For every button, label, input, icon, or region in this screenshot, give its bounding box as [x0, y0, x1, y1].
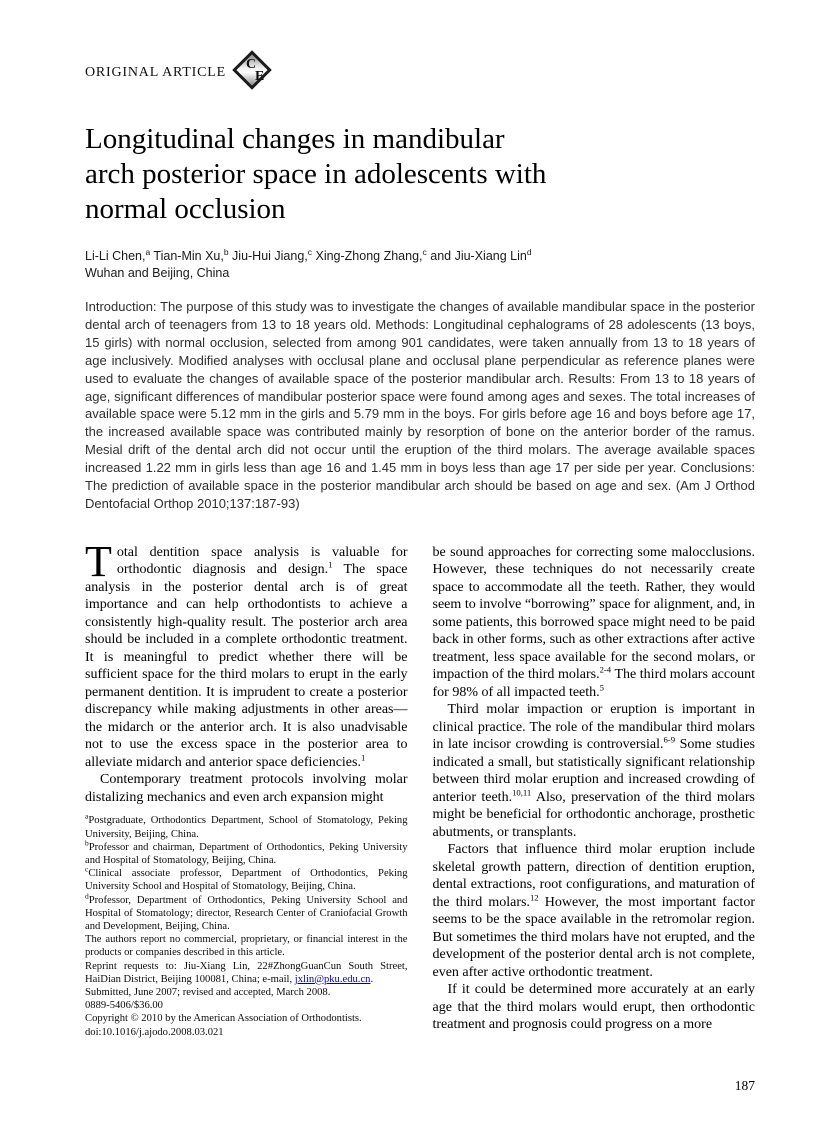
- footnote-affiliation-b: $^b$Professor and chairman, Department of Orthodontics, Peking University and Hospital of Stomatology, Beijing, China.: [85, 838, 408, 866]
- footnote-affiliation-a: $^a$Postgraduate, Orthodontics Department, School of Stomatology, Peking University, Beijing, China.: [85, 811, 408, 840]
- paragraph: Contemporary treatment protocols involving molar distalizing mechanics and even arch expansion might: [85, 772, 408, 805]
- page-number: 187: [734, 1078, 755, 1093]
- title-line-2: arch posterior space in adolescents with: [85, 158, 547, 190]
- dropcap-letter: T: [85, 536, 112, 586]
- footnote-issn-price: 0889-5406/$36.00: [85, 1000, 163, 1012]
- footnote-copyright: Copyright © 2010 by the American Association of Orthodontists.: [85, 1013, 362, 1025]
- paragraph: Third molar impaction or eruption is important in clinical practice. The role of the mandibular third molars in late incisor crowding is controversial.$^{6-9}$ Some studies indicated a small, but statistically significant relationship between third molar eruption and increased crowding of anterior teeth.$^{10,11}$ Also, preservation of the third molars might be beneficial for orthodontic anchorage, prosthetic abutments, or transplants.: [432, 702, 755, 840]
- left-column: [85, 536, 408, 1039]
- ce-logo: [232, 50, 278, 96]
- section-label: ORIGINAL ARTICLE: [85, 65, 226, 80]
- footnote-disclosure: The authors report no commercial, proprietary, or financial interest in the products or companies described in this article.: [85, 934, 408, 959]
- paragraph-intro-text: otal dentition space analysis is valuable for orthodontic diagnosis and design.$^1$ The space analysis in the posterior dental arch is of great importance and can help orthodontists to achieve a consistently high-quality result. The posterior arch area should be included in a complete orthodontic treatment. It is meaningful to predict whether there will be sufficient space for the third molars to erupt in the early permanent dentition. It is imprudent to create a posterior discrepancy while making adjustments in other areas—the midarch or the anterior arch. It is also unadvisable not to use the excess space in the posterior area to alleviate midarch and anterior space deficiencies.$^1$: [85, 544, 408, 770]
- title-line-1: Longitudinal changes in mandibular: [85, 123, 505, 155]
- footnote-affiliation-d: $^d$Professor, Department of Orthodontics, Peking University School and Hospital of Stomatology; director, Research Center of Craniofacial Growth and Development, Beijing, China.: [85, 891, 408, 932]
- article-title: [85, 122, 755, 227]
- title-line-3: normal occlusion: [85, 193, 286, 225]
- paragraph: Factors that influence third molar eruption include skeletal growth pattern, direction of dentition eruption, dental extractions, root configurations, and maturation of the third molars.$^{12}$ However, the most important factor seems to be the space available in the retromolar region. But sometimes the third molars have not erupted, and the development of the posterior dental arch is not complete, even after active orthodontic treatment.: [432, 842, 755, 980]
- paragraph: If it could be determined more accurately at an early age that the third molars would erupt, then orthodontic treatment and prognosis could progress on a more: [432, 982, 755, 1033]
- footnote-doi: doi:10.1016/j.ajodo.2008.03.021: [85, 1026, 224, 1038]
- authors-line: Li-Li Chen,$^a$ Tian-Min Xu,$^b$ Jiu-Hui Jiang,$^c$ Xing-Zhong Zhang,$^c$ and Jiu-Xiang Lin$^d$: [85, 246, 532, 263]
- header-row: [85, 50, 755, 96]
- footnote-submission-dates: Submitted, June 2007; revised and accepted, March 2008.: [85, 987, 331, 999]
- ce-letter-e: E: [254, 69, 265, 84]
- paragraph: be sound approaches for correcting some malocclusions. However, these techniques do not necessarily create space to accommodate all the teeth. Rather, they would seem to involve “borrowing” space for alignment, and, in some patients, this borrowed space might need to be paid back in other forms, such as other extractions after active treatment, less space available for the second molars, or impaction of the third molars.$^{2-4}$ The third molars account for 98% of all impacted teeth.$^5$: [432, 544, 756, 700]
- ce-letter-c: C: [245, 57, 257, 72]
- abstract-text: Introduction: The purpose of this study was to investigate the changes of available mandibular space in the posterior dental arch of teenagers from 13 to 18 years old. Methods: Longitudinal cephalograms of 28 adolescents (13 boys, 15 girls) with normal occlusion, selected from among 901 candidates, were taken annually from 13 to 18 years of age inclusively. Modified analyses with occlusal plane and occlusal plane perpendicular as reference planes were used to evaluate the changes of available space of the posterior mandibular arch. Results: From 13 to 18 years of age, significant differences of mandibular posterior space were found among ages and sexes. The total increases of available space were 5.12 mm in the girls and 5.79 mm in the boys. For girls before age 16 and boys before age 17, the increased available space was contributed mainly by resorption of bone on the anterior border of the ramus. Mesial drift of the dental arch did not occur until the eruption of the third molars. The average available spaces increased 1.22 mm in girls less than age 16 and 1.45 mm in boys less than age 17 per side per year. Conclusions: The prediction of available space in the posterior mandibular arch should be based on age and sex. (Am J Orthod Dentofacial Orthop 2010;137:187-93): [85, 299, 755, 511]
- affiliation-line: Wuhan and Beijing, China: [85, 266, 230, 280]
- email-link[interactable]: jxlin@pku.edu.cn: [294, 973, 371, 985]
- footnotes: [85, 811, 408, 1038]
- right-column: [433, 544, 756, 1039]
- footnote-affiliation-c: $^c$Clinical associate professor, Department of Orthodontics, Peking University School and Hospital of Stomatology, Beijing, China.: [85, 864, 408, 893]
- footnote-reprint-requests: Reprint requests to: Jiu-Xiang Lin, 22#ZhongGuanCun South Street, HaiDian District, Beijing 100081, China; e-mail, jxlin@pku.edu.cn.: [85, 960, 408, 985]
- paragraph-intro: [85, 536, 408, 772]
- body-columns: [85, 536, 756, 1039]
